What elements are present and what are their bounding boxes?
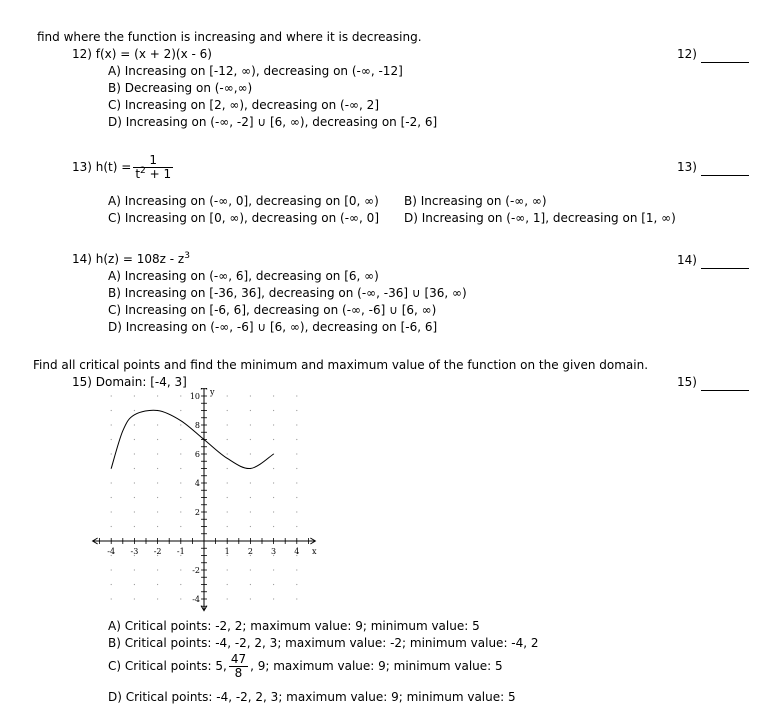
grid-dot	[227, 598, 228, 599]
grid-dot	[296, 497, 297, 498]
grid-dot	[250, 511, 251, 512]
grid-dot	[296, 410, 297, 411]
x-axis-label: x	[311, 547, 317, 556]
q13-den-base: t	[135, 167, 141, 181]
grid-dot	[157, 497, 158, 498]
grid-dot	[250, 569, 251, 570]
grid-dot	[227, 482, 228, 483]
grid-dot	[134, 598, 135, 599]
grid-dot	[157, 395, 158, 396]
grid-dot	[250, 482, 251, 483]
grid-dot	[157, 468, 158, 469]
q15-answer-number: 15)	[677, 375, 697, 389]
q14-prompt	[72, 252, 190, 266]
grid-dot	[250, 453, 251, 454]
grid-dot	[250, 395, 251, 396]
grid-dot	[111, 439, 112, 440]
q15-choice-c-pre: C) Critical points: 5,	[108, 659, 227, 673]
section2-instruction: Find all critical points and find the minimum and maximum value of the function on the given domain.	[33, 358, 649, 372]
q13-choice-c[interactable]: C) Increasing on [0, ∞), decreasing on (-∞, 0]	[108, 211, 380, 225]
y-tick-label: 4	[194, 479, 200, 488]
section1-instruction: find where the function is increasing and where it is decreasing.	[37, 30, 422, 44]
grid-dot	[180, 569, 181, 570]
x-tick-label: -2	[153, 547, 162, 556]
grid-dot	[111, 511, 112, 512]
x-tick-label: -3	[130, 547, 139, 556]
grid-dot	[134, 453, 135, 454]
grid-dot	[227, 569, 228, 570]
grid-dot	[227, 511, 228, 512]
x-tick-label: 4	[294, 547, 300, 556]
q14-choice-a[interactable]: A) Increasing on (-∞, 6], decreasing on [6, ∞)	[108, 269, 379, 283]
q12-prompt: 12) f(x) = (x + 2)(x - 6)	[72, 47, 212, 61]
grid-dot	[250, 598, 251, 599]
grid-dot	[273, 395, 274, 396]
grid-dot	[296, 424, 297, 425]
y-tick-label: 8	[194, 421, 200, 430]
grid-dot	[157, 424, 158, 425]
grid-dot	[296, 468, 297, 469]
grid-dot	[296, 526, 297, 527]
grid-dot	[227, 468, 228, 469]
grid-dot	[250, 497, 251, 498]
x-tick-label: -4	[107, 547, 116, 556]
q13-choice-d[interactable]: D) Increasing on (-∞, 1], decreasing on [1, ∞)	[404, 211, 676, 225]
x-tick-label: 3	[271, 547, 277, 556]
grid-dot	[227, 395, 228, 396]
grid-dot	[157, 584, 158, 585]
y-axis-label: y	[210, 388, 215, 397]
grid-dot	[134, 468, 135, 469]
grid-dot	[296, 598, 297, 599]
grid-dot	[273, 468, 274, 469]
grid-dot	[273, 526, 274, 527]
grid-dot	[227, 453, 228, 454]
grid-dot	[296, 395, 297, 396]
grid-dot	[111, 395, 112, 396]
grid-dot	[111, 526, 112, 527]
grid-dot	[134, 526, 135, 527]
grid-dot	[296, 584, 297, 585]
grid-dot	[180, 453, 181, 454]
grid-dot	[111, 497, 112, 498]
x-tick-label: -1	[176, 547, 185, 556]
q14-choice-d[interactable]: D) Increasing on (-∞, -6] ∪ [6, ∞), decreasing on [-6, 6]	[108, 320, 438, 334]
q12-choice-b[interactable]: B) Decreasing on (-∞,∞)	[108, 81, 253, 95]
q15-choice-b[interactable]: B) Critical points: -4, -2, 2, 3; maximum value: -2; minimum value: -4, 2	[108, 636, 539, 650]
grid-dot	[134, 511, 135, 512]
grid-dot	[180, 395, 181, 396]
grid-dot	[134, 482, 135, 483]
q15-choice-c[interactable]	[108, 652, 503, 682]
grid-dot	[134, 410, 135, 411]
grid-dot	[180, 526, 181, 527]
grid-dot	[180, 598, 181, 599]
grid-dot	[296, 453, 297, 454]
grid-dot	[134, 395, 135, 396]
q15-choice-c-num: 47	[230, 652, 247, 666]
grid-dot	[227, 526, 228, 527]
grid-dot	[134, 569, 135, 570]
grid-dot	[180, 511, 181, 512]
q12-answer-blank[interactable]	[701, 62, 749, 63]
q13-choice-a[interactable]: A) Increasing on (-∞, 0], decreasing on [0, ∞)	[108, 194, 379, 208]
grid-dot	[180, 424, 181, 425]
grid-dot	[273, 584, 274, 585]
grid-dot	[296, 482, 297, 483]
grid-dot	[180, 410, 181, 411]
q13-numerator: 1	[133, 154, 173, 168]
y-tick-label: -2	[192, 566, 200, 575]
grid-dot	[296, 511, 297, 512]
grid-dot	[273, 511, 274, 512]
x-tick-label: 1	[224, 547, 230, 556]
q12-choice-d[interactable]: D) Increasing on (-∞, -2] ∪ [6, ∞), decreasing on [-2, 6]	[108, 115, 438, 129]
grid-dot	[111, 482, 112, 483]
q13-den-exp: 2	[140, 166, 146, 176]
x-tick-label: 2	[247, 547, 253, 556]
y-tick-label: 10	[189, 392, 200, 401]
q13-answer-blank[interactable]	[701, 175, 749, 176]
grid-dot	[273, 439, 274, 440]
grid-dot	[180, 439, 181, 440]
q13-answer-number: 13)	[677, 160, 697, 174]
y-tick-label: -4	[192, 595, 200, 604]
grid-dot	[250, 410, 251, 411]
grid-dot	[296, 569, 297, 570]
q15-choice-d[interactable]: D) Critical points: -4, -2, 2, 3; maximum value: 9; minimum value: 5	[108, 690, 516, 704]
grid-dot	[273, 482, 274, 483]
q13-prompt	[72, 153, 175, 183]
q14-answer-blank[interactable]	[701, 268, 749, 269]
q14-choice-c[interactable]: C) Increasing on [-6, 6], decreasing on (-∞, -6] ∪ [6, ∞)	[108, 303, 437, 317]
grid-dot	[157, 453, 158, 454]
q14-answer-number: 14)	[677, 253, 697, 267]
grid-dot	[250, 424, 251, 425]
grid-dot	[157, 598, 158, 599]
grid-dot	[273, 424, 274, 425]
q15-choice-a[interactable]: A) Critical points: -2, 2; maximum value: 9; minimum value: 5	[108, 619, 480, 633]
grid-dot	[111, 410, 112, 411]
grid-dot	[273, 598, 274, 599]
grid-dot	[134, 497, 135, 498]
grid-dot	[250, 439, 251, 440]
grid-dot	[250, 526, 251, 527]
grid-dot	[134, 439, 135, 440]
grid-dot	[227, 424, 228, 425]
grid-dot	[111, 598, 112, 599]
q15-choice-c-den: 8	[234, 666, 243, 680]
grid-dot	[227, 439, 228, 440]
grid-dot	[111, 453, 112, 454]
grid-dot	[180, 482, 181, 483]
q13-fraction	[133, 154, 173, 181]
grid-dot	[157, 439, 158, 440]
grid-dot	[111, 569, 112, 570]
q14-prompt-main: 14) h(z) = 108z - z	[72, 252, 185, 266]
grid-dot	[250, 584, 251, 585]
q15-graph	[88, 388, 324, 616]
grid-dot	[180, 584, 181, 585]
grid-dot	[157, 482, 158, 483]
q15-choice-c-fraction	[229, 653, 248, 680]
q15-choice-c-post: , 9; maximum value: 9; minimum value: 5	[250, 659, 503, 673]
q12-answer-number: 12)	[677, 47, 697, 61]
q12-choice-c[interactable]: C) Increasing on [2, ∞), decreasing on (-∞, 2]	[108, 98, 380, 112]
grid-dot	[227, 497, 228, 498]
grid-dot	[296, 439, 297, 440]
grid-dot	[157, 511, 158, 512]
grid-dot	[111, 584, 112, 585]
grid-dot	[273, 497, 274, 498]
q15-prompt: 15) Domain: [-4, 3]	[72, 375, 187, 389]
q15-answer-blank[interactable]	[701, 390, 749, 391]
function-curve	[111, 410, 273, 468]
q14-prompt-exp: 3	[184, 251, 190, 261]
grid-dot	[273, 569, 274, 570]
q12-choice-a[interactable]: A) Increasing on [-12, ∞), decreasing on (-∞, -12]	[108, 64, 403, 78]
q13-choice-b[interactable]: B) Increasing on (-∞, ∞)	[404, 194, 547, 208]
q13-denominator	[133, 168, 173, 181]
y-tick-label: 2	[194, 508, 200, 517]
grid-dot	[227, 410, 228, 411]
y-tick-label: 6	[194, 450, 200, 459]
grid-dot	[111, 424, 112, 425]
q13-den-rest: + 1	[145, 167, 172, 181]
grid-dot	[180, 468, 181, 469]
q13-prompt-label: 13) h(t) =	[72, 160, 132, 174]
grid-dot	[180, 497, 181, 498]
grid-dot	[227, 584, 228, 585]
q14-choice-b[interactable]: B) Increasing on [-36, 36], decreasing on (-∞, -36] ∪ [36, ∞)	[108, 286, 467, 300]
grid-dot	[134, 424, 135, 425]
grid-dot	[273, 410, 274, 411]
grid-dot	[157, 569, 158, 570]
grid-dot	[157, 526, 158, 527]
grid-dot	[134, 584, 135, 585]
